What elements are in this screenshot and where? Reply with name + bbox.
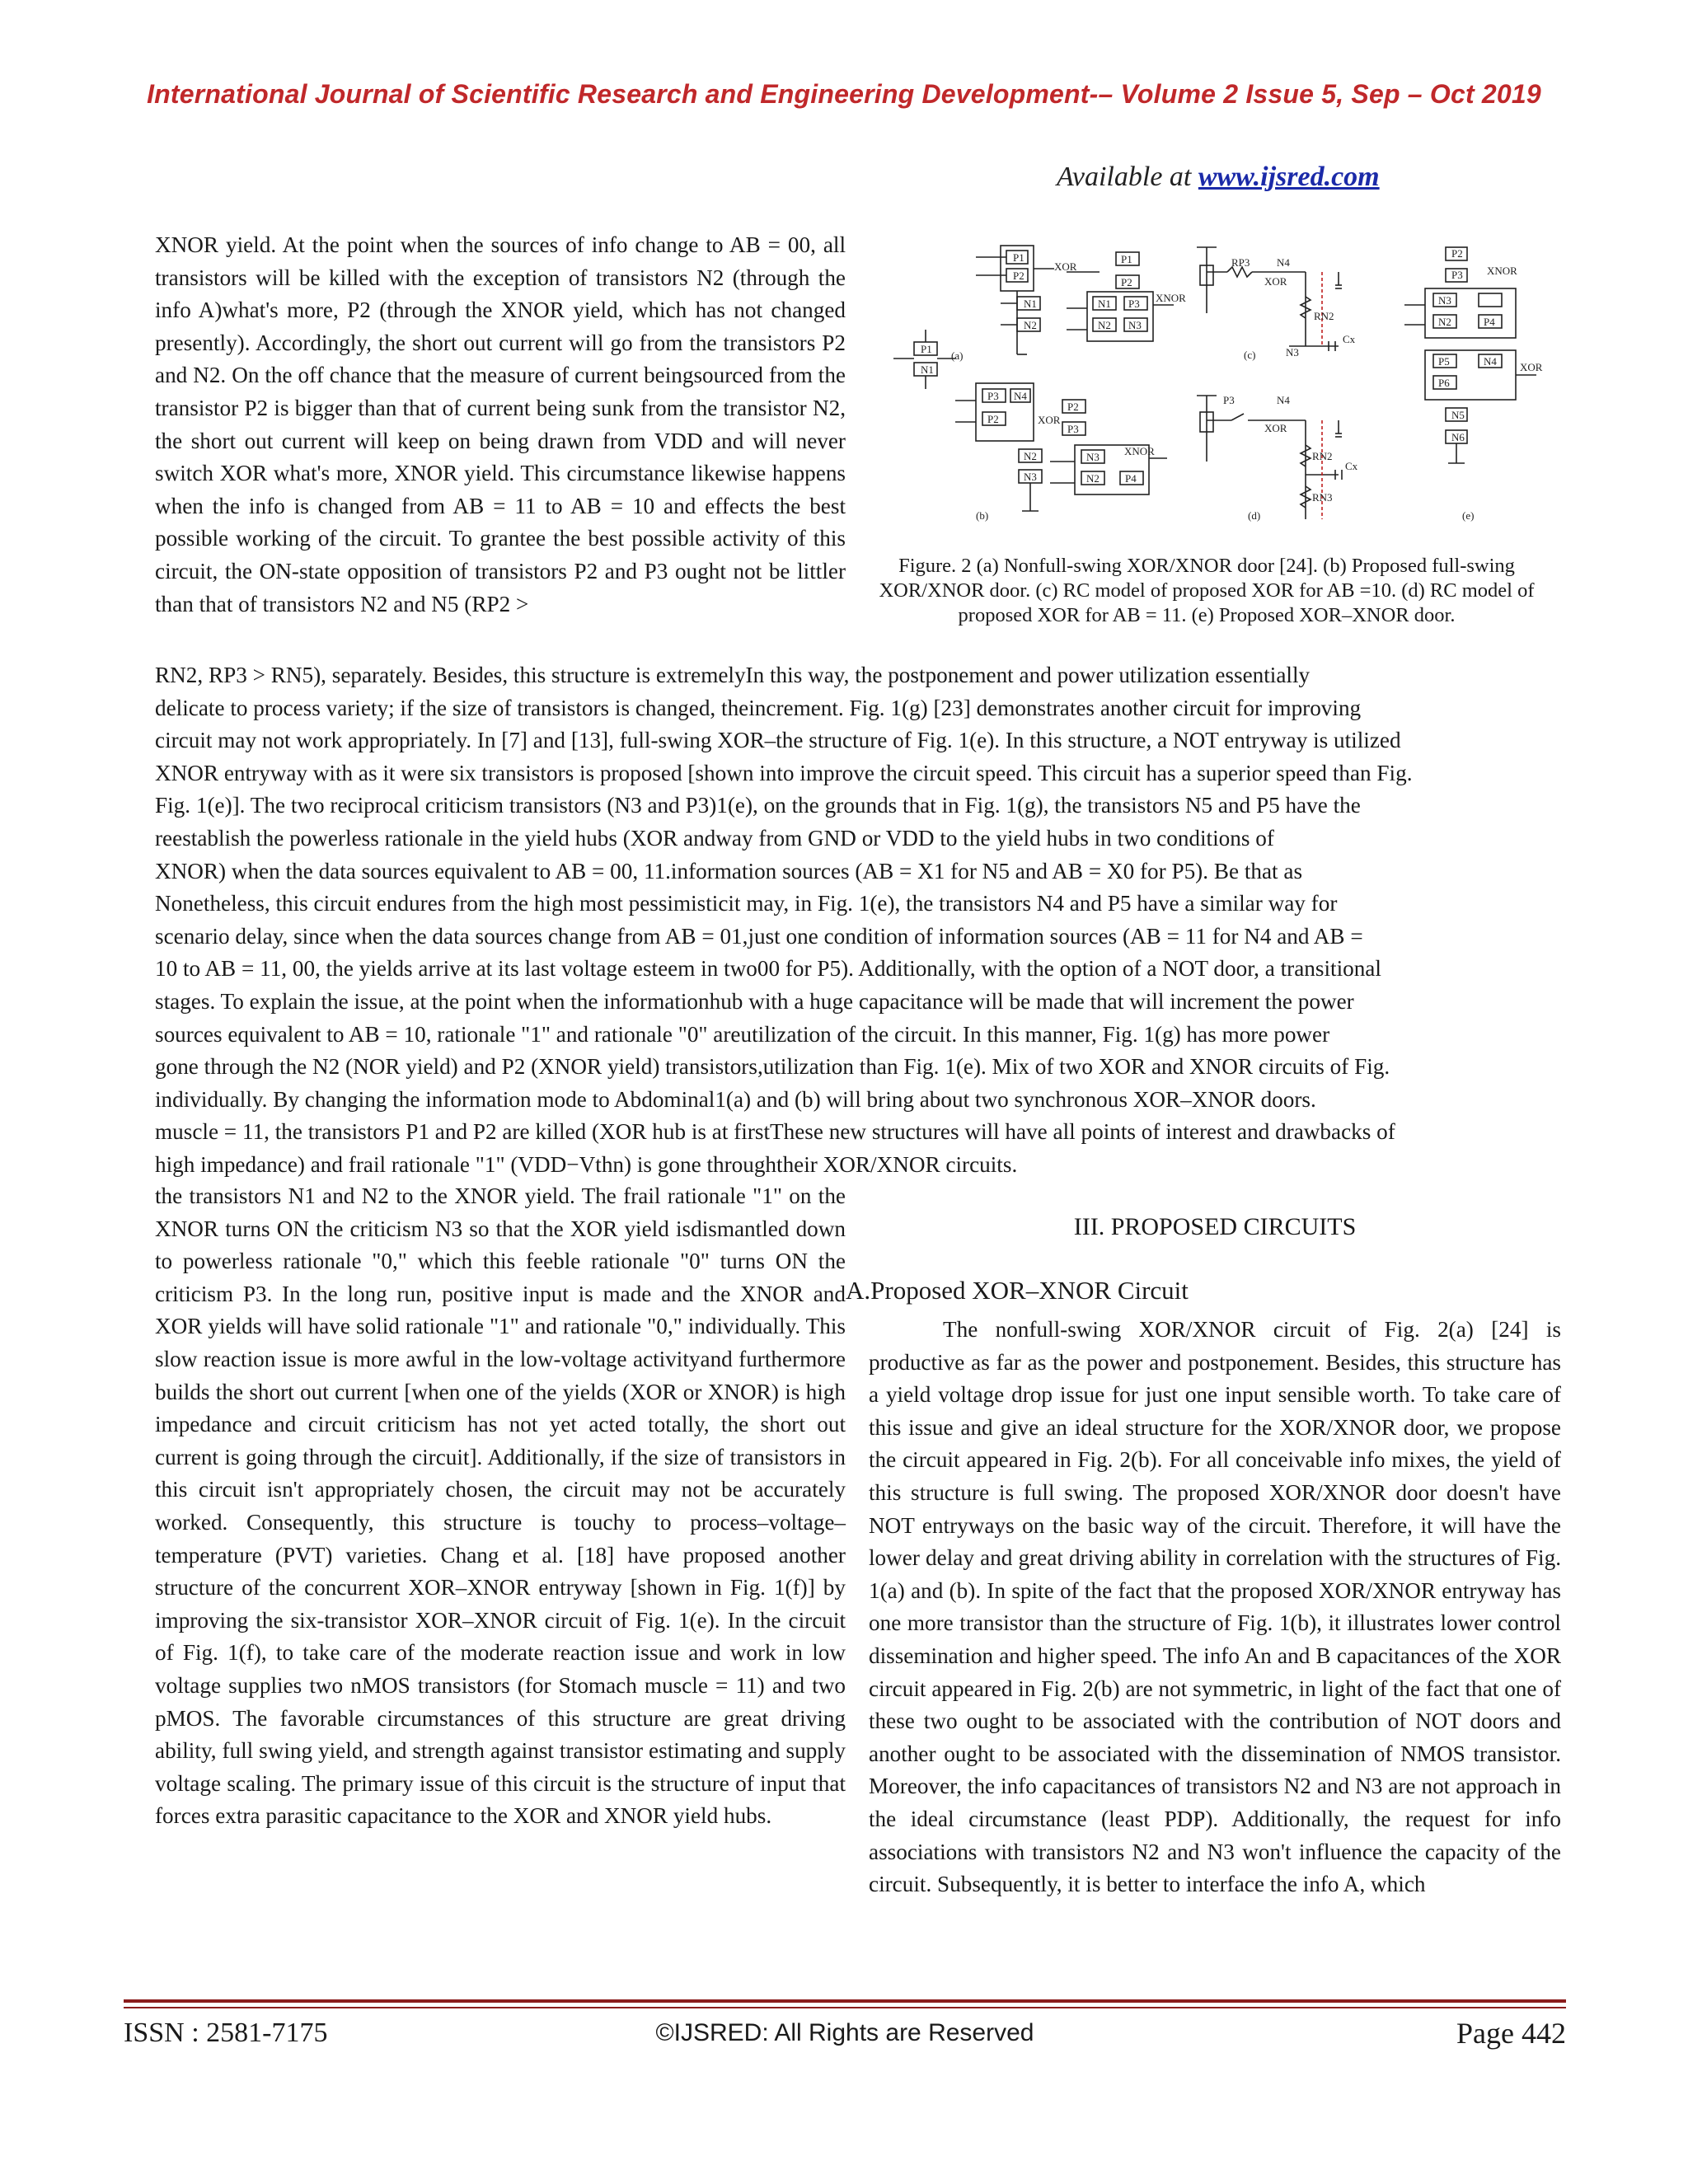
right-bottom-paragraph: The nonfull-swing XOR/XNOR circuit of Fig. 2(a) [24] is productive as far as the power and postponement. Besides, this structure has a yield voltage drop issue for just one input sensible worth. To take care of this issue and give an ideal structure for the XOR/XNOR door, we propose the circuit appeared in Fig. 2(b). For all conceivable info mixes, the yield of this structure is full swing. The proposed XOR/XNOR door doesn't have NOT entryways on the basic way of the circuit. Therefore, it will have the lower delay and great driving ability in correlation with the structures of Fig. 1(a) and (b). In spite of the fact that the proposed XOR/XNOR entryway has one more transistor than the structure of Fig. 1(b), it illustrates lower control dissemination and higher speed. The info An and B capacitances of the XOR circuit appeared in Fig. 2(b) are not symmetric, in light of the fact that one of these two ought to be associated with the contribution of NOT doors and another ought to be associated with the dissemination of NMOS transistor. Moreover, the info capacitances of transistors N2 and N3 are not approach in the ideal circumstance (least PDP). Additionally, the request for info associations with transistors N2 and N3 won't influence the capacity of the circuit. Subsequently, it is better to interface the info A, which — [869, 1317, 1561, 1897]
left-column-top — [155, 229, 846, 621]
svg-text:XOR: XOR — [1264, 422, 1287, 434]
svg-text:N2: N2 — [1438, 316, 1451, 328]
subfigure-label-c: (c) — [1244, 349, 1256, 361]
text-line: gone through the N2 (NOR yield) and P2 (XNOR yield) transistors,utilization than Fig. 1(e). Mix of two XOR and XNOR circuits of Fig. — [155, 1054, 1390, 1080]
subfigure-label-a: (a) — [951, 349, 964, 362]
svg-text:N4: N4 — [1484, 355, 1497, 368]
text-line: reestablish the powerless rationale in the yield hubs (XOR andway from GND or VDD to the yield hubs in two conditions of — [155, 825, 1274, 851]
text-line: XNOR) when the data sources equivalent to AB = 00, 11.information sources (AB = X1 for N5 and AB = X0 for P5). Be that as — [155, 858, 1303, 883]
footer-rule-thick — [124, 1999, 1566, 2003]
svg-text:N2: N2 — [1086, 472, 1100, 485]
text-line: scenario delay, since when the data sources change from AB = 01,just one condition of information sources (AB = 11 for N4 and AB = — [155, 923, 1363, 949]
svg-text:P3: P3 — [1128, 298, 1140, 310]
svg-text:P2: P2 — [987, 413, 999, 425]
svg-text:P3: P3 — [1223, 394, 1235, 406]
svg-text:XNOR: XNOR — [1156, 292, 1186, 304]
svg-text:P2: P2 — [1067, 401, 1079, 413]
svg-text:P1: P1 — [1121, 253, 1132, 265]
svg-text:XOR: XOR — [1264, 275, 1287, 288]
svg-text:N2: N2 — [1098, 319, 1111, 331]
svg-text:N2: N2 — [1024, 319, 1037, 331]
figure-2-circuits — [877, 239, 1561, 529]
svg-text:N1: N1 — [1098, 298, 1111, 310]
text-line: Fig. 1(e)]. The two reciprocal criticism transistors (N3 and P3)1(e), on the grounds that in Fig. 1(g), the transistors N5 and P5 have the — [155, 793, 1361, 818]
svg-text:RP3: RP3 — [1231, 256, 1250, 269]
svg-text:P3: P3 — [1451, 269, 1463, 281]
svg-text:N4: N4 — [1277, 394, 1290, 406]
svg-text:P2: P2 — [1451, 247, 1463, 260]
text-line: stages. To explain the issue, at the point when the informationhub with a huge capacitance will be made that will increment the power — [155, 988, 1354, 1014]
svg-text:RN2: RN2 — [1314, 310, 1334, 322]
svg-text:Cx: Cx — [1343, 333, 1356, 345]
svg-text:RN2: RN2 — [1312, 450, 1333, 462]
text-line: circuit may not work appropriately. In [7] and [13], full-swing XOR–the structure of Fig. 1(e). In this structure, a NOT entryway is utilized — [155, 728, 1401, 753]
svg-text:XOR: XOR — [1054, 260, 1077, 273]
svg-text:N3: N3 — [1128, 319, 1142, 331]
text-line: individually. By changing the information mode to Abdominal1(a) and (b) will bring about two synchronous XOR–XNOR doors. — [155, 1086, 1316, 1112]
circuit-diagram — [877, 239, 1561, 529]
svg-text:N3: N3 — [1286, 346, 1299, 359]
svg-text:N6: N6 — [1451, 431, 1465, 443]
text-line: sources equivalent to AB = 10, rationale "1" and rationale "0" areutilization of the circuit. In this manner, Fig. 1(g) has more power — [155, 1021, 1330, 1047]
full-width-text — [155, 659, 1561, 1182]
svg-text:P3: P3 — [987, 390, 999, 402]
svg-text:XNOR: XNOR — [1124, 445, 1155, 457]
available-prefix: Available at — [1057, 162, 1198, 192]
svg-text:N5: N5 — [1451, 409, 1465, 421]
svg-text:XNOR: XNOR — [1487, 265, 1517, 277]
right-column-bottom — [869, 1314, 1561, 1901]
issn: ISSN : 2581-7175 — [124, 2018, 328, 2048]
svg-text:RN3: RN3 — [1312, 491, 1333, 504]
availability-line — [1057, 162, 1380, 193]
svg-text:P4: P4 — [1125, 472, 1137, 485]
section-title: III. PROPOSED CIRCUITS — [1073, 1213, 1357, 1240]
svg-text:P2: P2 — [1013, 269, 1025, 282]
svg-text:P1: P1 — [921, 343, 932, 355]
footer-rule-thin — [124, 2007, 1566, 2008]
svg-text:N4: N4 — [1277, 256, 1290, 269]
svg-text:N3: N3 — [1024, 471, 1037, 483]
svg-text:P3: P3 — [1067, 423, 1079, 435]
figure-caption: Figure. 2 (a) Nonfull-swing XOR/XNOR door [24]. (b) Proposed full-swing XOR/XNOR door. (c) RC model of proposed XOR for AB =10. (d) RC model of proposed XOR for AB = 11. (e) Proposed XOR–XNOR door. — [879, 555, 1535, 626]
svg-text:N1: N1 — [1024, 298, 1037, 310]
text-line: delicate to process variety; if the size of transistors is changed, theincrement. Fig. 1(g) [23] demonstrates another circuit for improving — [155, 695, 1362, 720]
subfigure-label-e: (e) — [1462, 509, 1475, 522]
svg-text:N1: N1 — [921, 363, 934, 376]
subfigure-label-d: (d) — [1248, 509, 1261, 522]
copyright: ©IJSRED: All Rights are Reserved — [655, 2019, 1034, 2046]
svg-text:XOR: XOR — [1038, 414, 1061, 426]
subfigure-label-b: (b) — [976, 509, 989, 522]
text-line: RN2, RP3 > RN5), separately. Besides, this structure is extremelyIn this way, the postponement and power utilization essentially — [155, 663, 1311, 687]
svg-text:P5: P5 — [1438, 355, 1450, 368]
text-line: 10 to AB = 11, 00, the yields arrive at its last voltage esteem in two00 for P5). Additionally, with the option of a NOT door, a transitional — [155, 956, 1381, 982]
svg-text:N2: N2 — [1024, 450, 1037, 462]
svg-text:N3: N3 — [1438, 294, 1451, 307]
svg-text:Cx: Cx — [1345, 460, 1358, 472]
svg-text:P2: P2 — [1121, 276, 1132, 288]
page-number: Page 442 — [1456, 2017, 1566, 2050]
svg-text:P1: P1 — [1013, 251, 1025, 264]
journal-website-link[interactable]: www.ijsred.com — [1198, 162, 1380, 192]
text-line: XNOR entryway with as it were six transistors is proposed [shown into improve the circuit speed. This circuit has a superior speed than Fig. — [155, 760, 1413, 785]
text-line: Nonetheless, this circuit endures from the high most pessimisticit may, in Fig. 1(e), the transistors N4 and P5 have a similar way for — [155, 891, 1338, 916]
svg-text:N4: N4 — [1014, 390, 1027, 402]
svg-text:N3: N3 — [1086, 451, 1100, 463]
journal-header: International Journal of Scientific Research and Engineering Development-– Volume 2 Issue 5, Sep – Oct 2019 — [147, 79, 1541, 109]
svg-text:P6: P6 — [1438, 377, 1450, 389]
svg-text:P4: P4 — [1484, 316, 1495, 328]
left-column-bottom — [155, 1180, 846, 1833]
subsection-title: A.Proposed XOR–XNOR Circuit — [846, 1276, 1189, 1305]
page-footer — [124, 2013, 1566, 2054]
left-bottom-paragraph: the transistors N1 and N2 to the XNOR yield. The frail rationale "1" on the XNOR turns ON the criticism N3 so that the XOR yield isdismantled down to powerless rationale "0," which this feeble rationale "0" turns ON the criticism P3. In the long run, positive input is made and the XNOR and XOR yields will have solid rationale "1" and rationale "0," individually. This slow reaction issue is more awful in the low-voltage activityand furthermore builds the short out current [when one of the yields (XOR or XNOR) is high impedance and circuit criticism has not yet acted totally, the short out current is going through the circuit]. Additionally, if the size of transistors in this circuit isn't appropriately chosen, the circuit may not be accurately worked. Consequently, this structure is touchy to process–voltage–temperature (PVT) varieties. Chang et al. [18] have proposed another structure of the concurrent XOR–XNOR entryway [shown in Fig. 1(f)] by improving the six-transistor XOR–XNOR circuit of Fig. 1(e). In the circuit of Fig. 1(f), to take care of the moderate reaction issue and work in low voltage supplies two nMOS transistors (for Stomach muscle = 11) and two pMOS. The favorable circumstances of this structure are great driving ability, full swing yield, and strength against transistor estimating and supply voltage scaling. The primary issue of this circuit is the structure of input that forces extra parasitic capacitance to the XOR and XNOR yield hubs. — [155, 1183, 846, 1829]
text-line: high impedance) and frail rationale "1" (VDD−Vthn) is gone throughtheir XOR/XNOR circuits. — [155, 1151, 1018, 1177]
text-line: muscle = 11, the transistors P1 and P2 are killed (XOR hub is at firstThese new structures will have all points of interest and drawbacks of — [155, 1119, 1395, 1145]
left-top-paragraph: XNOR yield. At the point when the sources of info change to AB = 00, all transistors will be killed with the exception of transistors N2 (through the info A)what's more, P2 (through the XNOR yield, which has not changed presently). Accordingly, the short out current will go from the transistors P2 and N2. On the off chance that the measure of current beingsourced from the transistor P2 is bigger than that of current being sunk from the transistor N2, the short out current will keep on being drawn from VDD and will never switch XOR what's more, XNOR yield. This circumstance likewise happens when the info is changed from AB = 11 to AB = 10 and effects the best possible working of the circuit. To grantee the best possible activity of this circuit, the ON-state opposition of transistors P2 and P3 ought not be littler than that of transistors N2 and N5 (RP2 > — [155, 232, 846, 616]
svg-text:XOR: XOR — [1520, 361, 1543, 373]
